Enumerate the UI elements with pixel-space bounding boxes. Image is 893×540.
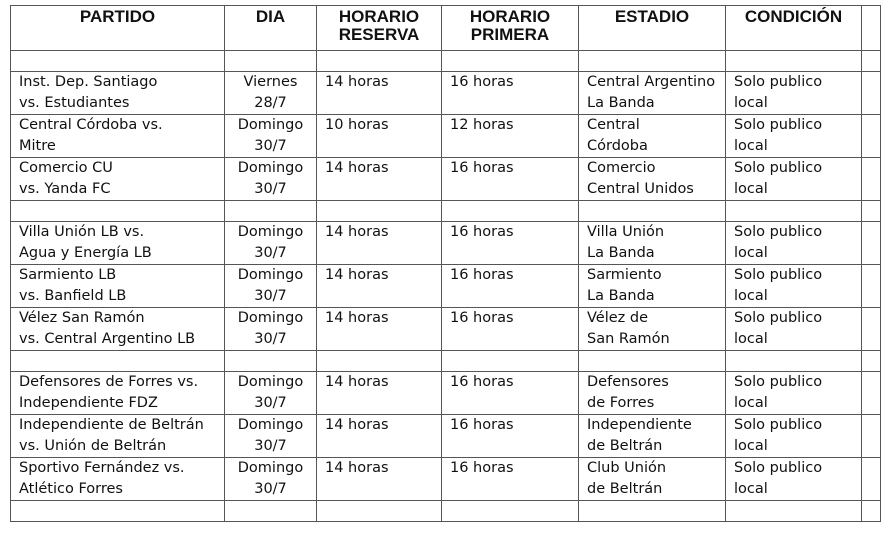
cell-line: Viernes bbox=[243, 74, 298, 90]
cell-line: Vélez de bbox=[587, 310, 649, 326]
empty-cell bbox=[11, 51, 225, 72]
empty-cell bbox=[442, 201, 579, 222]
cell-line: Sarmiento bbox=[587, 267, 662, 283]
cell-line: Domingo bbox=[237, 374, 304, 390]
cell-line: 30/7 bbox=[254, 181, 287, 197]
cell-line: Independiente de Beltrán bbox=[19, 417, 204, 433]
cell-line: local bbox=[734, 395, 768, 411]
horario-reserva-cell: 10 horas bbox=[317, 115, 442, 158]
horario-primera-cell: 16 horas bbox=[442, 265, 579, 308]
cell-line: Domingo bbox=[237, 160, 304, 176]
match-row bbox=[11, 415, 881, 458]
estadio-cell bbox=[579, 458, 726, 501]
cell-line: Domingo bbox=[237, 224, 304, 240]
cell-line: Vélez San Ramón bbox=[19, 310, 145, 326]
cell-line: Villa Unión LB vs. bbox=[19, 224, 145, 240]
cell-line: Comercio CU bbox=[19, 160, 113, 176]
horario-primera-cell: 16 horas bbox=[442, 372, 579, 415]
condicion-cell bbox=[726, 458, 862, 501]
condicion-cell bbox=[726, 415, 862, 458]
cell-line: de Beltrán bbox=[587, 438, 663, 454]
cell-line: Mitre bbox=[19, 138, 56, 154]
cell-line: local bbox=[734, 288, 768, 304]
cell-line: Defensores bbox=[587, 374, 669, 390]
empty-cell bbox=[726, 51, 862, 72]
empty-cell bbox=[862, 415, 881, 458]
empty-cell bbox=[862, 51, 881, 72]
empty-cell bbox=[317, 51, 442, 72]
header-partido: PARTIDO bbox=[11, 6, 225, 51]
cell-line: de Beltrán bbox=[587, 481, 663, 497]
match-row bbox=[11, 72, 881, 115]
condicion-cell bbox=[726, 265, 862, 308]
cell-line: 30/7 bbox=[254, 395, 287, 411]
header-condicion: CONDICIÓN bbox=[726, 6, 862, 51]
empty-cell bbox=[579, 201, 726, 222]
condicion-cell bbox=[726, 222, 862, 265]
cell-line: Central Unidos bbox=[587, 181, 694, 197]
empty-cell bbox=[862, 308, 881, 351]
estadio-cell bbox=[579, 72, 726, 115]
empty-cell bbox=[862, 351, 881, 372]
empty-cell bbox=[862, 201, 881, 222]
empty-cell bbox=[862, 458, 881, 501]
cell-line: Independiente FDZ bbox=[19, 395, 158, 411]
condicion-cell bbox=[726, 72, 862, 115]
empty-cell bbox=[442, 351, 579, 372]
cell-line: Solo publico bbox=[734, 160, 823, 176]
horario-reserva-cell: 14 horas bbox=[317, 415, 442, 458]
horario-primera-cell: 16 horas bbox=[442, 158, 579, 201]
empty-cell bbox=[726, 501, 862, 522]
cell-line: Domingo bbox=[237, 310, 304, 326]
empty-cell bbox=[862, 501, 881, 522]
cell-line: 30/7 bbox=[254, 438, 287, 454]
cell-line: Sportivo Fernández vs. bbox=[19, 460, 185, 476]
condicion-cell bbox=[726, 372, 862, 415]
dia-cell bbox=[225, 158, 317, 201]
spacer-row bbox=[11, 51, 881, 72]
cell-line: Defensores de Forres vs. bbox=[19, 374, 199, 390]
cell-line: local bbox=[734, 95, 768, 111]
match-row bbox=[11, 265, 881, 308]
horario-primera-cell: 16 horas bbox=[442, 415, 579, 458]
cell-line: Domingo bbox=[237, 460, 304, 476]
cell-line: La Banda bbox=[587, 288, 655, 304]
empty-cell bbox=[225, 51, 317, 72]
dia-cell bbox=[225, 222, 317, 265]
horario-primera-cell: 12 horas bbox=[442, 115, 579, 158]
empty-cell bbox=[579, 351, 726, 372]
match-row bbox=[11, 222, 881, 265]
cell-line: Villa Unión bbox=[587, 224, 665, 240]
estadio-cell bbox=[579, 372, 726, 415]
empty-cell bbox=[579, 51, 726, 72]
empty-cell bbox=[862, 158, 881, 201]
dia-cell bbox=[225, 115, 317, 158]
partido-cell bbox=[11, 415, 225, 458]
spacer-row bbox=[11, 351, 881, 372]
cell-line: Central Córdoba vs. bbox=[19, 117, 163, 133]
partido-cell bbox=[11, 372, 225, 415]
cell-line: local bbox=[734, 331, 768, 347]
empty-cell bbox=[726, 201, 862, 222]
partido-cell bbox=[11, 72, 225, 115]
cell-line: vs. Unión de Beltrán bbox=[19, 438, 167, 454]
estadio-cell bbox=[579, 265, 726, 308]
empty-cell bbox=[11, 201, 225, 222]
empty-cell bbox=[317, 351, 442, 372]
cell-line: Central bbox=[587, 117, 640, 133]
partido-cell bbox=[11, 458, 225, 501]
empty-cell bbox=[442, 501, 579, 522]
dia-cell bbox=[225, 72, 317, 115]
empty-cell bbox=[11, 501, 225, 522]
cell-line: 30/7 bbox=[254, 331, 287, 347]
cell-line: Club Unión bbox=[587, 460, 667, 476]
cell-line: Solo publico bbox=[734, 74, 823, 90]
header-estadio: ESTADIO bbox=[579, 6, 726, 51]
cell-line: Solo publico bbox=[734, 310, 823, 326]
cell-line: Inst. Dep. Santiago bbox=[19, 74, 158, 90]
cell-line: Córdoba bbox=[587, 138, 648, 154]
cell-line: local bbox=[734, 245, 768, 261]
dia-cell bbox=[225, 308, 317, 351]
horario-reserva-cell: 14 horas bbox=[317, 222, 442, 265]
match-row bbox=[11, 308, 881, 351]
horario-reserva-cell: 14 horas bbox=[317, 72, 442, 115]
header-row bbox=[11, 6, 881, 51]
empty-cell bbox=[442, 51, 579, 72]
cell-line: local bbox=[734, 481, 768, 497]
dia-cell bbox=[225, 415, 317, 458]
partido-cell bbox=[11, 115, 225, 158]
partido-cell bbox=[11, 222, 225, 265]
cell-line: local bbox=[734, 138, 768, 154]
cell-line: vs. Central Argentino LB bbox=[19, 331, 196, 347]
cell-line: Solo publico bbox=[734, 267, 823, 283]
spacer-row bbox=[11, 201, 881, 222]
partido-cell bbox=[11, 308, 225, 351]
horario-reserva-cell: 14 horas bbox=[317, 372, 442, 415]
fixture-table bbox=[10, 5, 881, 522]
empty-cell bbox=[726, 351, 862, 372]
estadio-cell bbox=[579, 158, 726, 201]
cell-line: La Banda bbox=[587, 95, 655, 111]
cell-line: 30/7 bbox=[254, 481, 287, 497]
partido-cell bbox=[11, 158, 225, 201]
cell-line: La Banda bbox=[587, 245, 655, 261]
cell-line: Comercio bbox=[587, 160, 656, 176]
horario-reserva-cell: 14 horas bbox=[317, 308, 442, 351]
cell-line: vs. Banfield LB bbox=[19, 288, 127, 304]
empty-cell bbox=[862, 372, 881, 415]
empty-cell bbox=[862, 72, 881, 115]
match-row bbox=[11, 372, 881, 415]
header-horario-primera: HORARIO PRIMERA bbox=[442, 6, 579, 51]
cell-line: Solo publico bbox=[734, 374, 823, 390]
horario-primera-cell: 16 horas bbox=[442, 458, 579, 501]
dia-cell bbox=[225, 265, 317, 308]
header-horario-reserva: HORARIO RESERVA bbox=[317, 6, 442, 51]
match-row bbox=[11, 458, 881, 501]
cell-line: vs. Yanda FC bbox=[19, 181, 111, 197]
cell-line: Independiente bbox=[587, 417, 692, 433]
cell-line: local bbox=[734, 181, 768, 197]
horario-primera-cell: 16 horas bbox=[442, 222, 579, 265]
cell-line: Central Argentino bbox=[587, 74, 716, 90]
cell-line: Solo publico bbox=[734, 417, 823, 433]
condicion-cell bbox=[726, 115, 862, 158]
empty-cell bbox=[317, 501, 442, 522]
dia-cell bbox=[225, 458, 317, 501]
cell-line: Solo publico bbox=[734, 224, 823, 240]
cell-line: vs. Estudiantes bbox=[19, 95, 130, 111]
empty-cell bbox=[225, 351, 317, 372]
cell-line: 30/7 bbox=[254, 288, 287, 304]
empty-cell bbox=[317, 201, 442, 222]
estadio-cell bbox=[579, 115, 726, 158]
spacer-row bbox=[11, 501, 881, 522]
cell-line: Atlético Forres bbox=[19, 481, 123, 497]
condicion-cell bbox=[726, 308, 862, 351]
horario-reserva-cell: 14 horas bbox=[317, 158, 442, 201]
match-row bbox=[11, 158, 881, 201]
header-dia: DIA bbox=[225, 6, 317, 51]
cell-line: Domingo bbox=[237, 417, 304, 433]
empty-cell bbox=[862, 222, 881, 265]
horario-primera-cell: 16 horas bbox=[442, 72, 579, 115]
cell-line: 30/7 bbox=[254, 245, 287, 261]
empty-cell bbox=[225, 501, 317, 522]
empty-cell bbox=[11, 351, 225, 372]
estadio-cell bbox=[579, 222, 726, 265]
estadio-cell bbox=[579, 415, 726, 458]
empty-cell bbox=[579, 501, 726, 522]
condicion-cell bbox=[726, 158, 862, 201]
header-extra bbox=[862, 6, 881, 51]
cell-line: Agua y Energía LB bbox=[19, 245, 152, 261]
horario-primera-cell: 16 horas bbox=[442, 308, 579, 351]
cell-line: Solo publico bbox=[734, 460, 823, 476]
horario-reserva-cell: 14 horas bbox=[317, 265, 442, 308]
empty-cell bbox=[862, 265, 881, 308]
fixture-body bbox=[11, 51, 881, 522]
cell-line: Solo publico bbox=[734, 117, 823, 133]
empty-cell bbox=[225, 201, 317, 222]
cell-line: de Forres bbox=[587, 395, 655, 411]
cell-line: San Ramón bbox=[587, 331, 670, 347]
cell-line: 28/7 bbox=[254, 95, 287, 111]
cell-line: Domingo bbox=[237, 117, 304, 133]
cell-line: local bbox=[734, 438, 768, 454]
horario-reserva-cell: 14 horas bbox=[317, 458, 442, 501]
estadio-cell bbox=[579, 308, 726, 351]
partido-cell bbox=[11, 265, 225, 308]
empty-cell bbox=[862, 115, 881, 158]
match-row bbox=[11, 115, 881, 158]
cell-line: Sarmiento LB bbox=[19, 267, 117, 283]
dia-cell bbox=[225, 372, 317, 415]
cell-line: Domingo bbox=[237, 267, 304, 283]
cell-line: 30/7 bbox=[254, 138, 287, 154]
